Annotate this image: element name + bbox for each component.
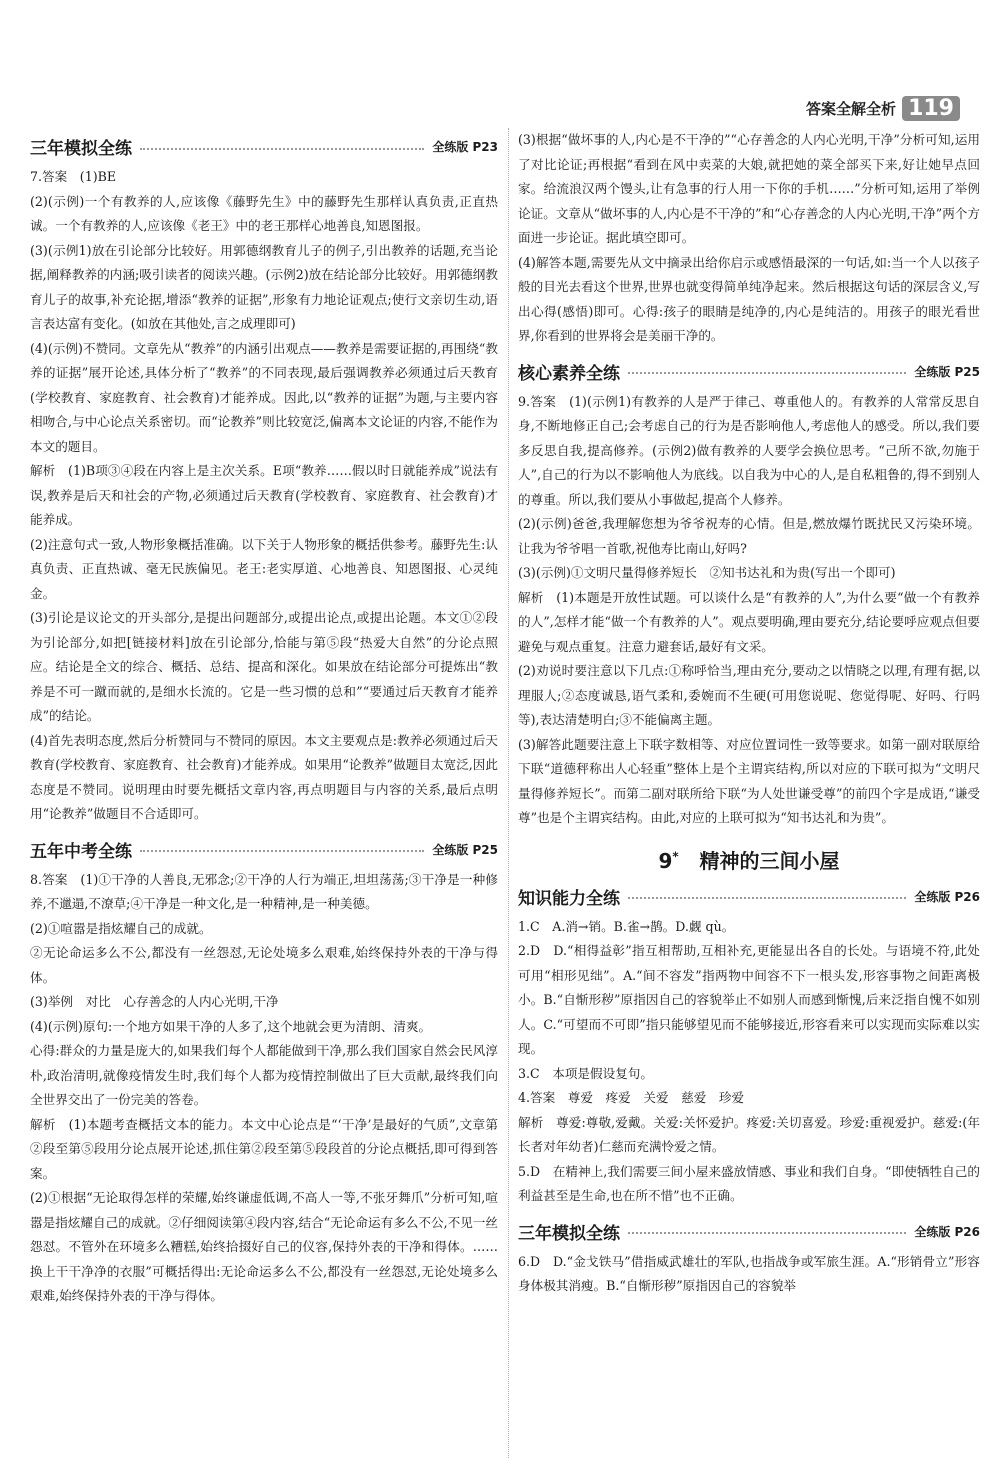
paragraph: 解析 (1)本题考查概括文本的能力。本文中心论点是“‘干净’是最好的气质”,文章第②段至第⑤段用分论点展开论述,抓住第②段至第⑤段段首的分论点概括,即可得到答案。 <box>30 1116 498 1181</box>
section-ref: 全练版 P25 <box>432 842 498 857</box>
column-divider <box>508 128 509 1458</box>
paragraph: 6.D D.“金戈铁马”借指威武雄壮的军队,也指战争或军旅生涯。A.“形销骨立”形容身体极其消瘦。B.“自惭形秽”原指因自己的容貌举 <box>518 1253 980 1293</box>
right-column <box>518 128 980 1299</box>
left-column <box>30 128 498 1309</box>
section-leader <box>140 850 424 852</box>
paragraph: (4)解答本题,需要先从文中摘录出给你启示或感悟最深的一句话,如:当一个人以孩子般的目光去看这个世界,世界也就变得简单纯净起来。然后根据这句话的深层含义,写出心得(感悟)即可。心得:孩子的眼睛是纯净的,内心是纯洁的。用孩子的眼光看世界,你看到的世界将会是美丽干净的。 <box>518 254 980 343</box>
section-leader <box>628 372 906 374</box>
section-header <box>30 134 498 159</box>
section-ref: 全练版 P23 <box>432 140 498 154</box>
section-header <box>518 1219 980 1244</box>
paragraph: 7.答案 (1)BE <box>30 169 117 184</box>
paragraph: 解析 尊爱:尊敬,爱戴。关爱:关怀爱护。疼爱:关切喜爱。珍爱:重视爱护。慈爱:(年长者对年幼者)仁慈而充满怜爱之情。 <box>518 1114 980 1154</box>
paragraph: (2)(示例)一个有教养的人,应该像《藤野先生》中的藤野先生那样认真负责,正直热诚。一个有教养的人,应该像《老王》中的老王那样心地善良,知恩图报。 <box>30 193 498 233</box>
paragraph: (2)注意句式一致,人物形象概括准确。以下关于人物形象的概括供参考。藤野先生:认真负责、正直热诚、毫无民族偏见。老王:老实厚道、心地善良、知恩图报、心灵纯金。 <box>30 536 498 601</box>
paragraph: 3.C 本项是假设复句。 <box>518 1065 653 1081</box>
chapter-mark: * <box>672 848 679 863</box>
paragraph: 2.D D.“相得益彰”指互相帮助,互相补充,更能显出各自的长处。与语境不符,此处可用“相形见绌”。A.“间不容发”指两物中间容不下一根头发,形容事物之间距离极小。B.“自惭形秽”原指因自己的容貌举止不如别人而感到惭愧,后来泛指自愧不如别人。C.“可望而不可即”指只能够望见而不能够接近,形容看来可以实现而实际难以实现。 <box>518 943 980 1056</box>
chapter-title: 精神的三间小屋 <box>699 848 840 873</box>
header-label: 答案全解全析 <box>806 100 897 118</box>
section-title: 知识能力全练 <box>518 888 620 909</box>
paragraph: 4.答案 尊爱 疼爱 关爱 慈爱 珍爱 <box>518 1090 745 1105</box>
section-header <box>518 359 980 384</box>
section-leader <box>628 1232 906 1234</box>
section-ref: 全练版 P26 <box>914 1224 980 1239</box>
paragraph: 解析 (1)本题是开放性试题。可以谈什么是“有教养的人”,为什么要“做一个有教养的人”,怎样才能“做一个有教养的人”。观点要明确,理由要充分,结论要呼应观点但要避免与观点重复。注意力避套话,最好有文采。 <box>518 589 980 654</box>
paragraph: (2)劝说时要注意以下几点:①称呼恰当,理由充分,要动之以情晓之以理,有理有据,以理服人;②态度诚恳,语气柔和,委婉而不生硬(可用您说呢、您觉得呢、好吗、行吗等),表达清楚明白;③不能偏离主题。 <box>518 663 980 727</box>
section-title: 三年模拟全练 <box>518 1223 620 1244</box>
paragraph: (3)(示例1)放在引论部分比较好。用郭德纲教育儿子的例子,引出教养的话题,充当论据,阐释教养的内涵;吸引读者的阅读兴趣。(示例2)放在结论部分比较好。用郭德纲教育儿子的故事,补充论据,增添“教养的证据”,形象有力地论证观点;使行文亲切生动,语言表达富有变化。(如放在其他处,言之成理即可) <box>30 242 498 331</box>
section-header <box>518 884 980 909</box>
paragraph: 9.答案 (1)(示例1)有教养的人是严于律己、尊重他人的。有教养的人常常反思自身,不断地修正自己;会考虑自己的行为是否影响他人,考虑他人的感受。所以,我们要多反思自我,提高修养。(示例2)做有教养的人要学会换位思考。“己所不欲,勿施于人”,自己的行为以不影响他人为底线。以自我为中心的人,是自私粗鲁的,得不到别人的尊重。所以,我们要从小事做起,提高个人修养。 <box>518 393 980 507</box>
section-leader <box>140 148 424 150</box>
paragraph: (4)(示例)不赞同。文章先从“教养”的内涵引出观点——教养是需要证据的,再围绕“教养的证据”展开论述,具体分析了“教养”的不同表现,最后强调教养必须通过后天教育(学校教育、家庭教育、社会教育)才能养成。因此,以“教养的证据”为题,与主要内容相吻合,与中心论点关系密切。而“论教养”则比较宽泛,偏离本文论证的内容,不能作为本文的题目。 <box>30 340 498 454</box>
section-header <box>30 837 498 862</box>
paragraph: 5.D 在精神上,我们需要三间小屋来盛放情感、事业和我们自身。“即使牺牲自己的利益甚至是生命,也在所不惜”也不正确。 <box>518 1163 980 1203</box>
paragraph: (2)(示例)爸爸,我理解您想为爷爷祝寿的心情。但是,燃放爆竹既扰民又污染环境。让我为爷爷唱一首歌,祝他寿比南山,好吗? <box>518 516 980 556</box>
paragraph: 1.C A.消→销。B.雀→鹊。D.觑 qù。 <box>518 918 735 934</box>
section-ref: 全练版 P26 <box>914 889 980 904</box>
paragraph: (3)解答此题要注意上下联字数相等、对应位置词性一致等要求。如第一副对联原给下联“道德秤称出人心轻重”整体上是个主谓宾结构,所以对应的下联可拟为“文明尺量得修养短长”。而第二副对联所给下联“为人处世谦受尊”的前四个字是成语,“谦受尊”也是个主谓宾结构。由此,对应的上联可拟为“知书达礼和为贵”。 <box>518 736 980 825</box>
paragraph: (3)根据“做坏事的人,内心是不干净的”“心存善念的人内心光明,干净”分析可知,运用了对比论证;再根据“看到在风中卖菜的大娘,就把她的菜全部买下来,好让她早点回家。给流浪汉两个馒头,让有急事的行人用一下你的手机……”分析可知,运用了举例论证。文章从“做坏事的人,内心是不干净的”和“心存善念的人内心光明,干净”两个方面进一步论证。据此填空即可。 <box>518 132 980 245</box>
section-ref: 全练版 P25 <box>914 364 980 379</box>
section-title: 五年中考全练 <box>30 841 132 862</box>
paragraph: 8.答案 (1)①干净的人善良,无邪念;②干净的人行为端正,坦坦荡荡;③干净是一种修养,不邋遢,不潦草;④干净是一种文化,是一种精神,是一种美德。 <box>30 871 498 911</box>
page-number: 119 <box>902 96 960 121</box>
page-header <box>806 96 960 121</box>
chapter-heading <box>518 845 980 874</box>
section-title: 三年模拟全练 <box>30 139 132 159</box>
paragraph: 心得:群众的力量是庞大的,如果我们每个人都能做到干净,那么我们国家自然会民风淳朴,政治清明,就像疫情发生时,我们每个人都为疫情控制做出了巨大贡献,最终我们向全世界交出了一份完美的答卷。 <box>30 1043 498 1107</box>
paragraph: (3)(示例)①文明尺量得修养短长 ②知书达礼和为贵(写出一个即可) <box>518 565 896 580</box>
paragraph: (3)举例 对比 心存善念的人内心光明,干净 <box>30 994 279 1009</box>
paragraph: (2)①喧嚣是指炫耀自己的成就。 <box>30 920 212 936</box>
paragraph: (4)首先表明态度,然后分析赞同与不赞同的原因。本文主要观点是:教养必须通过后天教育(学校教育、家庭教育、社会教育)才能养成。如果用“论教养”做题目太宽泛,因此态度是不赞同。说明理由时要先概括文章内容,再点明题目与内容的关系,最后点明用“论教养”做题目不合适即可。 <box>30 732 498 821</box>
section-leader <box>628 897 906 899</box>
paragraph: ②无论命运多么不公,都没有一丝怨怼,无论处境多么艰难,始终保持外表的干净与得体。 <box>30 945 498 985</box>
section-title: 核心素养全练 <box>518 363 620 384</box>
chapter-number: 9 <box>658 848 673 873</box>
paragraph: (2)①根据“无论取得怎样的荣耀,始终谦虚低调,不高人一等,不张牙舞爪”分析可知,喧嚣是指炫耀自己的成就。②仔细阅读第④段内容,结合“无论命运有多么不公,不见一丝怨怼。不管外在环境多么糟糕,始终拾掇好自己的仪容,保持外表的干净和得体。……换上干干净净的衣服”可概括得出:无论命运多么不公,都没有一丝怨怼,无论处境多么艰难,始终保持外表的干净与得体。 <box>30 1190 498 1303</box>
paragraph: (4)(示例)原句:一个地方如果干净的人多了,这个地就会更为清朗、清爽。 <box>30 1018 432 1034</box>
paragraph: (3)引论是议论文的开头部分,是提出问题部分,或提出论点,或提出论题。本文①②段为引论部分,如把[链接材料]放在引论部分,恰能与第⑤段“热爱大自然”的分论点照应。结论是全文的综合、概括、总结、提高和深化。如果放在结论部分可提炼出“教养是不可一蹴而就的,是细水长流的。它是一些习惯的总和”“要通过后天教育才能养成”的结论。 <box>30 610 498 723</box>
paragraph: 解析 (1)B项③④段在内容上是主次关系。E项“教养……假以时日就能养成”说法有误,教养是后天和社会的产物,必须通过后天教育(学校教育、家庭教育、社会教育)才能养成。 <box>30 463 498 527</box>
